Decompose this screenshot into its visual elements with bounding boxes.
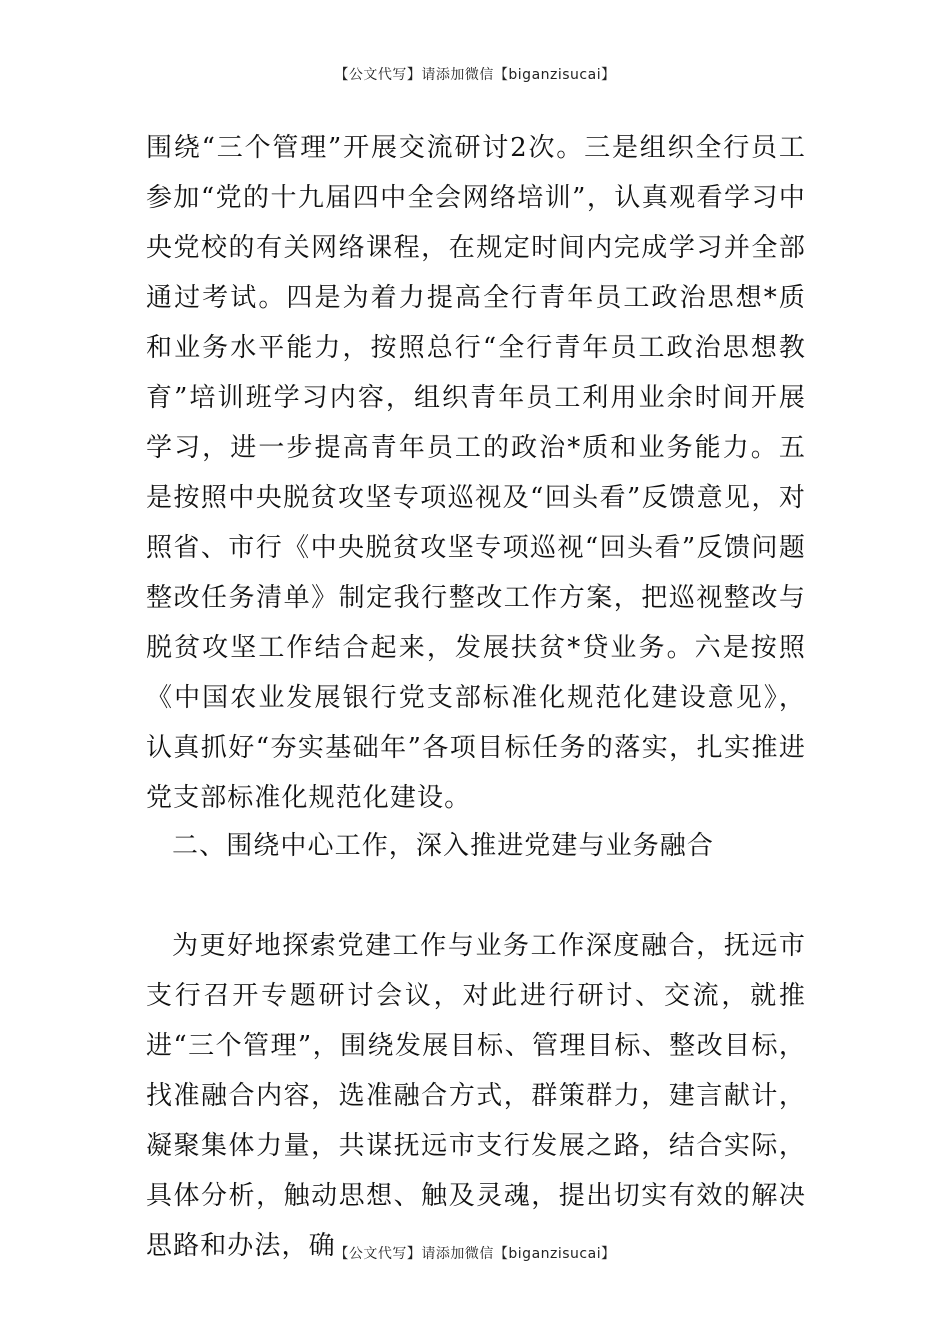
page-header: 【公文代写】请添加微信【biganzisucai】 <box>334 67 616 83</box>
body-paragraph-1: 围绕“三个管理”开展交流研讨2次。三是组织全行员工参加“党的十九届四中全会网络培训”，认真观看学习中央党校的有关网络课程，在规定时间内完成学习并全部通过考试。四是为着力提高全行青年员工政治思想*质和业务水平能力，按照总行“全行青年员工政治思想教育”培训班学习内容，组织青年员工利用业余时间开展学习，进一步提高青年员工的政治*质和业务能力。五是按照中央脱贫攻坚专项巡视及“回头看”反馈意见，对照省、市行《中央脱贫攻坚专项巡视“回头看”反馈问题整改任务清单》制定我行整改工作方案，把巡视整改与脱贫攻坚工作结合起来，发展扶贫*贷业务。六是按照《中国农业发展银行党支部标准化规范化建设意见》，认真抓好“夯实基础年”各项目标任务的落实，扎实推进党支部标准化规范化建设。 <box>146 133 806 813</box>
body-paragraph-2: 为更好地探索党建工作与业务工作深度融合，抚远市支行召开专题研讨会议，对此进行研讨、交流，就推进“三个管理”，围绕发展目标、管理目标、整改目标，找准融合内容，选准融合方式，群策群力，建言献计，凝聚集体力量，共谋抚远市支行发展之路，结合实际，具体分析，触动思想、触及灵魂，提出切实有效的解决思路和办法，确 <box>146 931 806 1261</box>
page-footer: 【公文代写】请添加微信【biganzisucai】 <box>334 1246 616 1262</box>
section-heading: 二、围绕中心工作，深入推进党建与业务融合 <box>172 831 715 861</box>
